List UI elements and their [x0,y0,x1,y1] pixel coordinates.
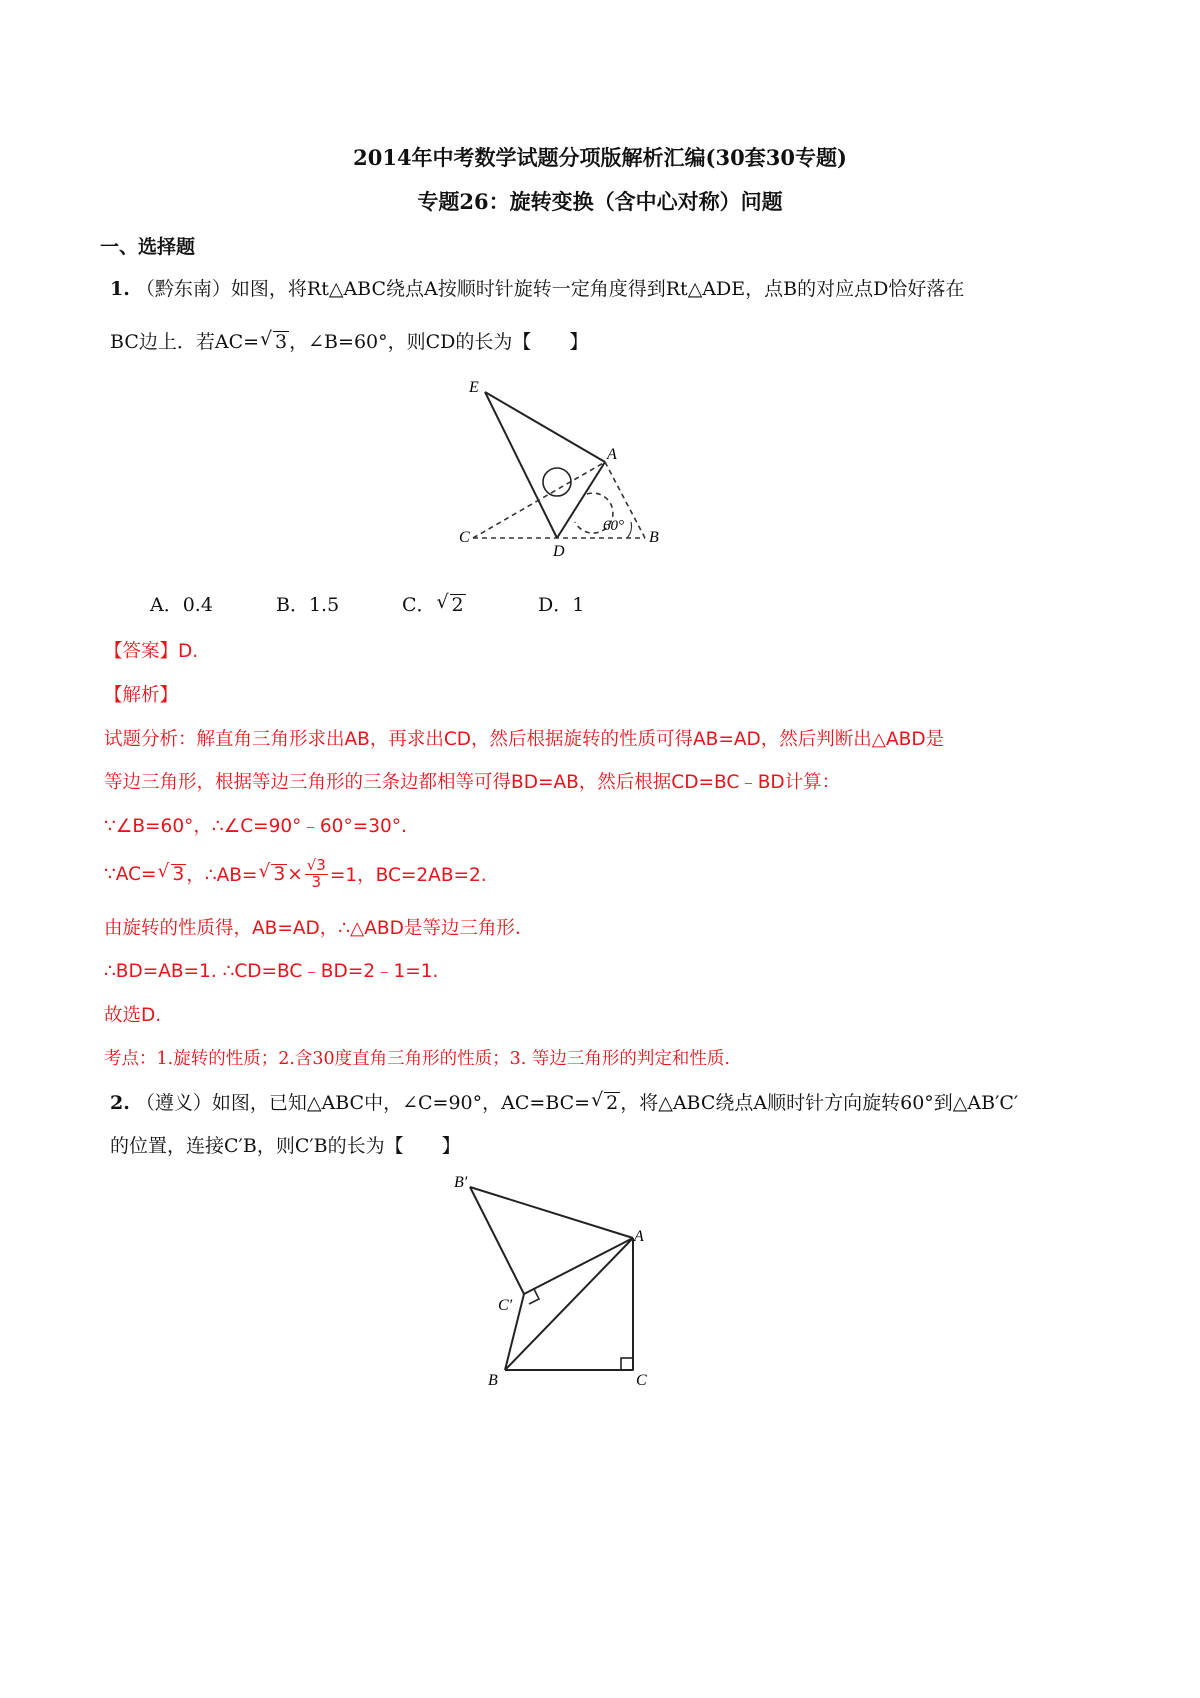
q1-option-a: A．0.4 [150,594,213,616]
q1-label-B: B [649,529,659,546]
q1-number: 1. [110,278,130,300]
q2-label-A: A [634,1228,644,1245]
q1-options [150,590,584,617]
q2-stem-a: 如图，已知△ABC中，∠C=90°，AC=BC= [211,1092,591,1114]
q2-stem-line1 [110,1088,1018,1115]
q1-angle-arc-B [627,522,631,538]
q1-fraction-numerator: √3 [306,856,326,874]
document-title: 2014年中考数学试题分项版解析汇编(30套30专题) [353,145,847,170]
q2-number: 2. [110,1092,130,1114]
q1-option-c [402,590,538,617]
q1-label-D: D [553,543,565,560]
q1-label-C: C [459,529,470,546]
q1-label-A: A [607,446,617,463]
q1-analysis-line1: 试题分析：解直角三角形求出AB，再求出CD，然后根据旋转的性质可得AB=AD，然后判断出△ABD是 [104,729,945,750]
q2-stem-b: ，将△ABC绕点A顺时针方向旋转60°到△AB′C′ [620,1092,1019,1114]
q2-stem-line2: 的位置，连接C′B，则C′B的长为【 】 [110,1135,461,1157]
q2-edge-CpA [524,1238,633,1294]
q2-edge-BpA [470,1187,633,1238]
q1-stem-line2 [110,327,588,354]
q2-label-C: C [636,1372,647,1389]
q1-option-c-prefix: C． [402,594,436,616]
q2-source: （遵义） [135,1092,212,1114]
q1-analysis4-b: ，∴AB= [186,865,258,887]
document-subtitle: 专题26：旋转变换（含中心对称）问题 [417,189,783,214]
q1-angle-arc-A [543,468,571,496]
q1-stem-line2-b: ，∠B=60°，则CD的长为【 】 [289,331,589,353]
q2-label-Cp: C′ [498,1297,513,1314]
q1-analysis-line2: 等边三角形，根据等边三角形的三条边都相等可得BD=AB，然后根据CD=BC﹣BD计算： [104,772,841,793]
q1-analysis4-c: =1，BC=2AB=2. [329,865,487,887]
q1-conclusion: 故选D. [104,1005,162,1026]
q2-edge-BpCp [470,1187,524,1294]
q2-label-B: B [488,1372,498,1389]
q1-analysis-line3: ∵∠B=60°，∴∠C=90°﹣60°=30°. [104,816,407,837]
q1-analysis-line5: 由旋转的性质得，AB=AD，∴△ABD是等边三角形. [104,918,521,939]
q1-keypoints: 考点：1.旋转的性质；2.含30度直角三角形的性质；3. 等边三角形的判定和性质. [104,1049,730,1069]
q2-edge-BA [505,1238,633,1370]
q2-figure [450,1165,670,1390]
q1-analysis4-sqrt2: √ 3 [271,864,287,885]
q1-figure [455,372,675,562]
q1-label-E: E [469,379,479,396]
q1-analysis-line4 [104,858,487,891]
q2-sqrt-value: √ 2 [604,1092,620,1114]
q1-option-d: D．1 [538,594,585,616]
q1-analysis-line6: ∴BD=AB=1. ∴CD=BC﹣BD=2﹣1=1. [104,961,439,982]
q1-analysis4-fraction [305,858,328,891]
q1-edge-CA [473,462,605,538]
q2-right-angle-C [621,1358,633,1370]
q1-label-angle: 60° [603,518,624,534]
q1-analysis4-a: ∵AC= [104,863,157,885]
q1-stem-text: 如图，将Rt△ABC绕点A按顺时针旋转一定角度得到Rt△ADE，点B的对应点D恰好落在 [230,278,965,300]
q1-analysis4-sqrt1: √ 3 [171,864,187,885]
q1-stem-line2-a: BC边上．若AC= [110,331,260,353]
section-heading: 一、选择题 [100,236,196,258]
q1-option-c-sqrt: √ 2 [450,594,466,616]
q1-analysis4-times: × [287,863,303,885]
q1-answer: 【答案】D. [104,641,199,662]
q2-label-Bp: B′ [454,1174,468,1191]
q1-source: （黔东南） [135,278,231,300]
q1-edge-AD [557,462,605,538]
q1-option-b: B．1.5 [276,594,340,616]
q1-stem-line1 [110,274,964,301]
q1-fraction-denominator: 3 [311,872,322,891]
q1-analysis-label: 【解析】 [104,685,179,706]
q1-sqrt-value: √ 3 [273,331,289,353]
